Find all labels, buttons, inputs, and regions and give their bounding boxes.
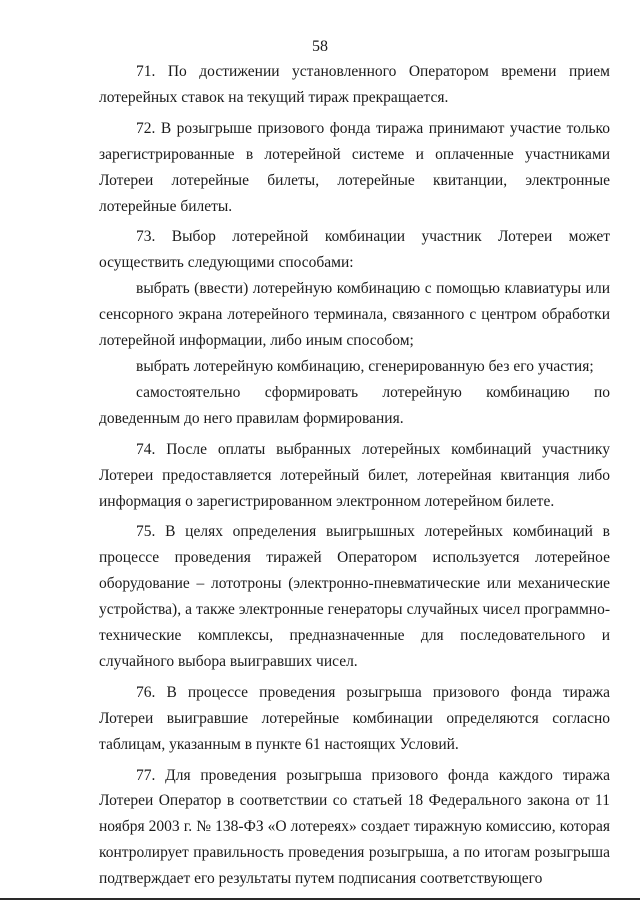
list-item-generated-combination: выбрать лотерейную комбинацию, сгенерированную без его участия; <box>136 357 594 375</box>
list-item-self-formed-combination: самостоятельно сформировать лотерейную комбинацию по доведенным до него правилам формирования. <box>99 383 610 427</box>
paragraph-71: 71. По достижении установленного Оператором времени прием лотерейных ставок на текущий тираж прекращается. <box>99 63 610 106</box>
paragraph-72: 72. В розыгрыше призового фонда тиража принимают участие только зарегистрированные в лотерейной системе и оплаченные участниками Лотереи лотерейные билеты, лотерейные квитанции, электронные лотерейные билеты. <box>99 119 610 215</box>
paragraph-74: 74. После оплаты выбранных лотерейных комбинаций участнику Лотереи предоставляется лотерейный билет, лотерейная квитанция либо информация о зарегистрированном электронном лотерейном билете. <box>99 440 610 510</box>
page-body <box>99 59 610 897</box>
page-number: 58 <box>312 38 328 55</box>
paragraph-77: 77. Для проведения розыгрыша призового фонда каждого тиража Лотереи Оператор в соответствии со статьей 18 Федерального закона от 11 ноября 2003 г. № 138-ФЗ «О лотереях» создает тиражную комиссию, которая контролирует правильность проведения розыгрыша, а по итогам розыгрыша подтверждает его результаты путем подписания соответствующего <box>99 766 610 888</box>
list-item-enter-combination: выбрать (ввести) лотерейную комбинацию с помощью клавиатуры или сенсорного экрана лотерейного терминала, связанного с центром обработки лотерейной информации, либо иным способом; <box>99 280 610 350</box>
paragraph-76: 76. В процессе проведения розыгрыша призового фонда тиража Лотереи выигравшие лотерейные комбинации определяются согласно таблицам, указанным в пункте 61 настоящих Условий. <box>99 683 610 753</box>
paragraph-75: 75. В целях определения выигрышных лотерейных комбинаций в процессе проведения тиражей Оператором используется лотерейное оборудование – лототроны (электронно-пневматические или механические устройства), а также электронные генераторы случайных чисел программно-технические комплексы, предназначенные для последовательного и случайного выбора выигравших чисел. <box>99 523 610 670</box>
paragraph-73-intro: 73. Выбор лотерейной комбинации участник Лотереи может осуществить следующими способами: <box>99 228 610 272</box>
